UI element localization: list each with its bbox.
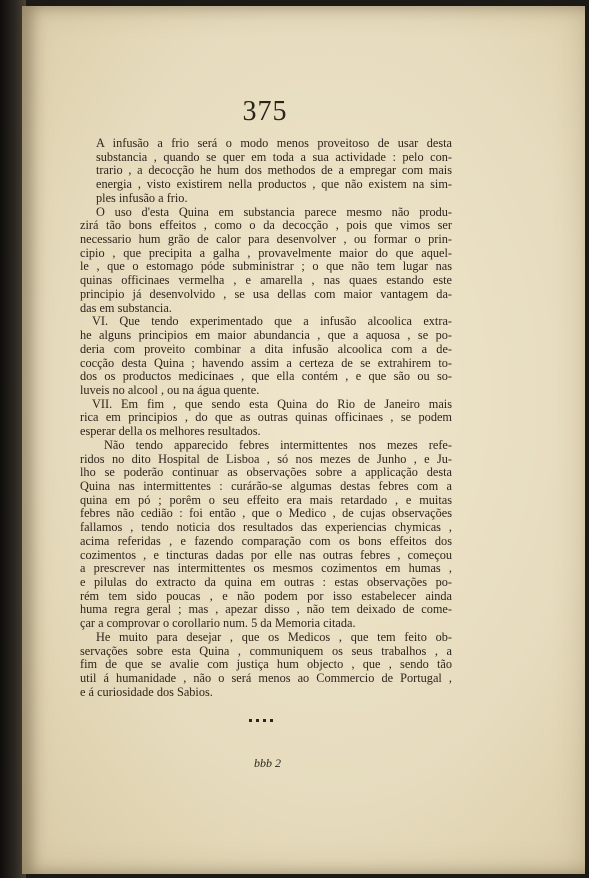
text-line: ples infusão a frio.: [96, 190, 188, 205]
text-line: He muito para desejar , que os Medicos , que tem feito ob-: [96, 629, 452, 644]
text-line: luveis no alcool , ou na água quente.: [80, 382, 260, 397]
text-line: Não tendo apparecido febres intermittentes nos mezes refe-: [104, 437, 452, 452]
text-line: rica em principios , do que as outras quinas officinaes , se podem: [80, 410, 452, 425]
text-line: das em substancia.: [80, 300, 172, 315]
text-line: fim de que se avalie com justiça hum objecto , que , sendo tão: [80, 657, 452, 672]
paragraph: [80, 398, 452, 439]
signature-mark: bbb 2: [254, 756, 281, 770]
text-line: energia , visto existirem nella productos , que não existem na sim-: [96, 177, 452, 192]
text-line: substancia , quando se quer em toda a sua actividade : pelo con-: [96, 149, 452, 164]
book-page: [22, 6, 585, 874]
body-text: [80, 137, 452, 699]
text-line: O uso d'esta Quina em substancia parece mesmo não produ-: [96, 204, 452, 219]
text-line: acima referidas , e fazendo comparação com os bons effeitos dos: [80, 533, 452, 548]
text-line: trario , a decocção he hum dos methodos de a empregar com mais: [96, 163, 452, 178]
paragraph: [80, 315, 452, 397]
paragraph: [80, 631, 452, 700]
text-line: deria com proveito combinar a dita infusão alcoolica com a de-: [80, 341, 452, 356]
text-line: e pilulas do extracto da quina em outras : estas observações po-: [80, 575, 452, 589]
text-line: ridos no dito Hospital de Lisboa , só nos mezes de Junho , e Ju-: [80, 451, 452, 466]
text-line: quina em pó ; porêm o seu effeito era mais retardado , e muitas: [80, 492, 452, 507]
text-line: Quina nas intermittentes : curárão-se algumas destas febres com a: [80, 478, 452, 493]
text-line: cipio , que precipita a galha , provavelmente maior do que aquel-: [80, 245, 452, 260]
text-line: servações sobre esta Quina , communiquem os seus trabalhos , a: [80, 643, 452, 658]
page-number: 375: [242, 96, 288, 127]
text-line: fallamos , tendo noticia dos resultados das experiencias chymicas ,: [80, 520, 452, 535]
text-line: esperar della os melhores resultados.: [80, 424, 261, 439]
text-line: he alguns principios em maior abundancia , que a aquosa , se po-: [80, 328, 452, 343]
paragraph: [80, 206, 452, 316]
text-line: huma regra geral ; mas , apezar disso , não tem deixado de come-: [80, 602, 452, 617]
text-line: VII. Em fim , que sendo esta Quina do Rio de Janeiro mais: [92, 396, 452, 411]
text-line: e á curiosidade dos Sabios.: [80, 684, 213, 699]
text-line: cocção desta Quina ; havendo assim a certeza de se extrahirem to-: [80, 355, 452, 370]
text-line: çar a comprovar o corollario num. 5 da Memoria citada.: [80, 616, 356, 631]
text-line: le , que o estomago póde subministrar ; o que não tem lugar nas: [80, 259, 452, 274]
text-line: rém tem sido poucas , e não podem por isso estabelecer ainda: [80, 588, 452, 603]
text-line: VI. Que tendo experimentado que a infusão alcoolica extra-: [92, 314, 452, 329]
section-ornament: [247, 717, 277, 722]
text-line: lho se poderão continuar as observações sobre a applicação desta: [80, 465, 452, 480]
text-line: util á humanidade , não o será menos ao Commercio de Portugal ,: [80, 671, 452, 686]
paragraph: [80, 137, 452, 206]
text-line: cozimentos , e tincturas dadas por elle nas outras febres , começou: [80, 547, 452, 562]
text-line: quinas officinaes vermelha , e amarella , nas quaes estando este: [80, 273, 452, 288]
text-line: principio já desenvolvido , se usa dellas com maior vantagem da-: [80, 286, 452, 301]
text-line: zirá tão bons effeitos , como o da decocção , pois que vimos ser: [80, 218, 452, 233]
text-line: a prescrever nas intermittentes os mesmos cozimentos em humas ,: [80, 561, 452, 576]
text-line: dos os productos medicinaes , que ella contém , e que são ou so-: [80, 369, 452, 384]
text-line: necessario hum grão de calor para desenvolver , ou formar o prin-: [80, 232, 452, 247]
show-through-text: [292, 729, 462, 755]
text-line: febres não cedião : foi então , que o Medico , de cujas observações: [80, 506, 452, 521]
text-line: A infusão a frio será o modo menos proveitoso de usar desta: [96, 136, 452, 150]
paragraph: [80, 439, 452, 631]
